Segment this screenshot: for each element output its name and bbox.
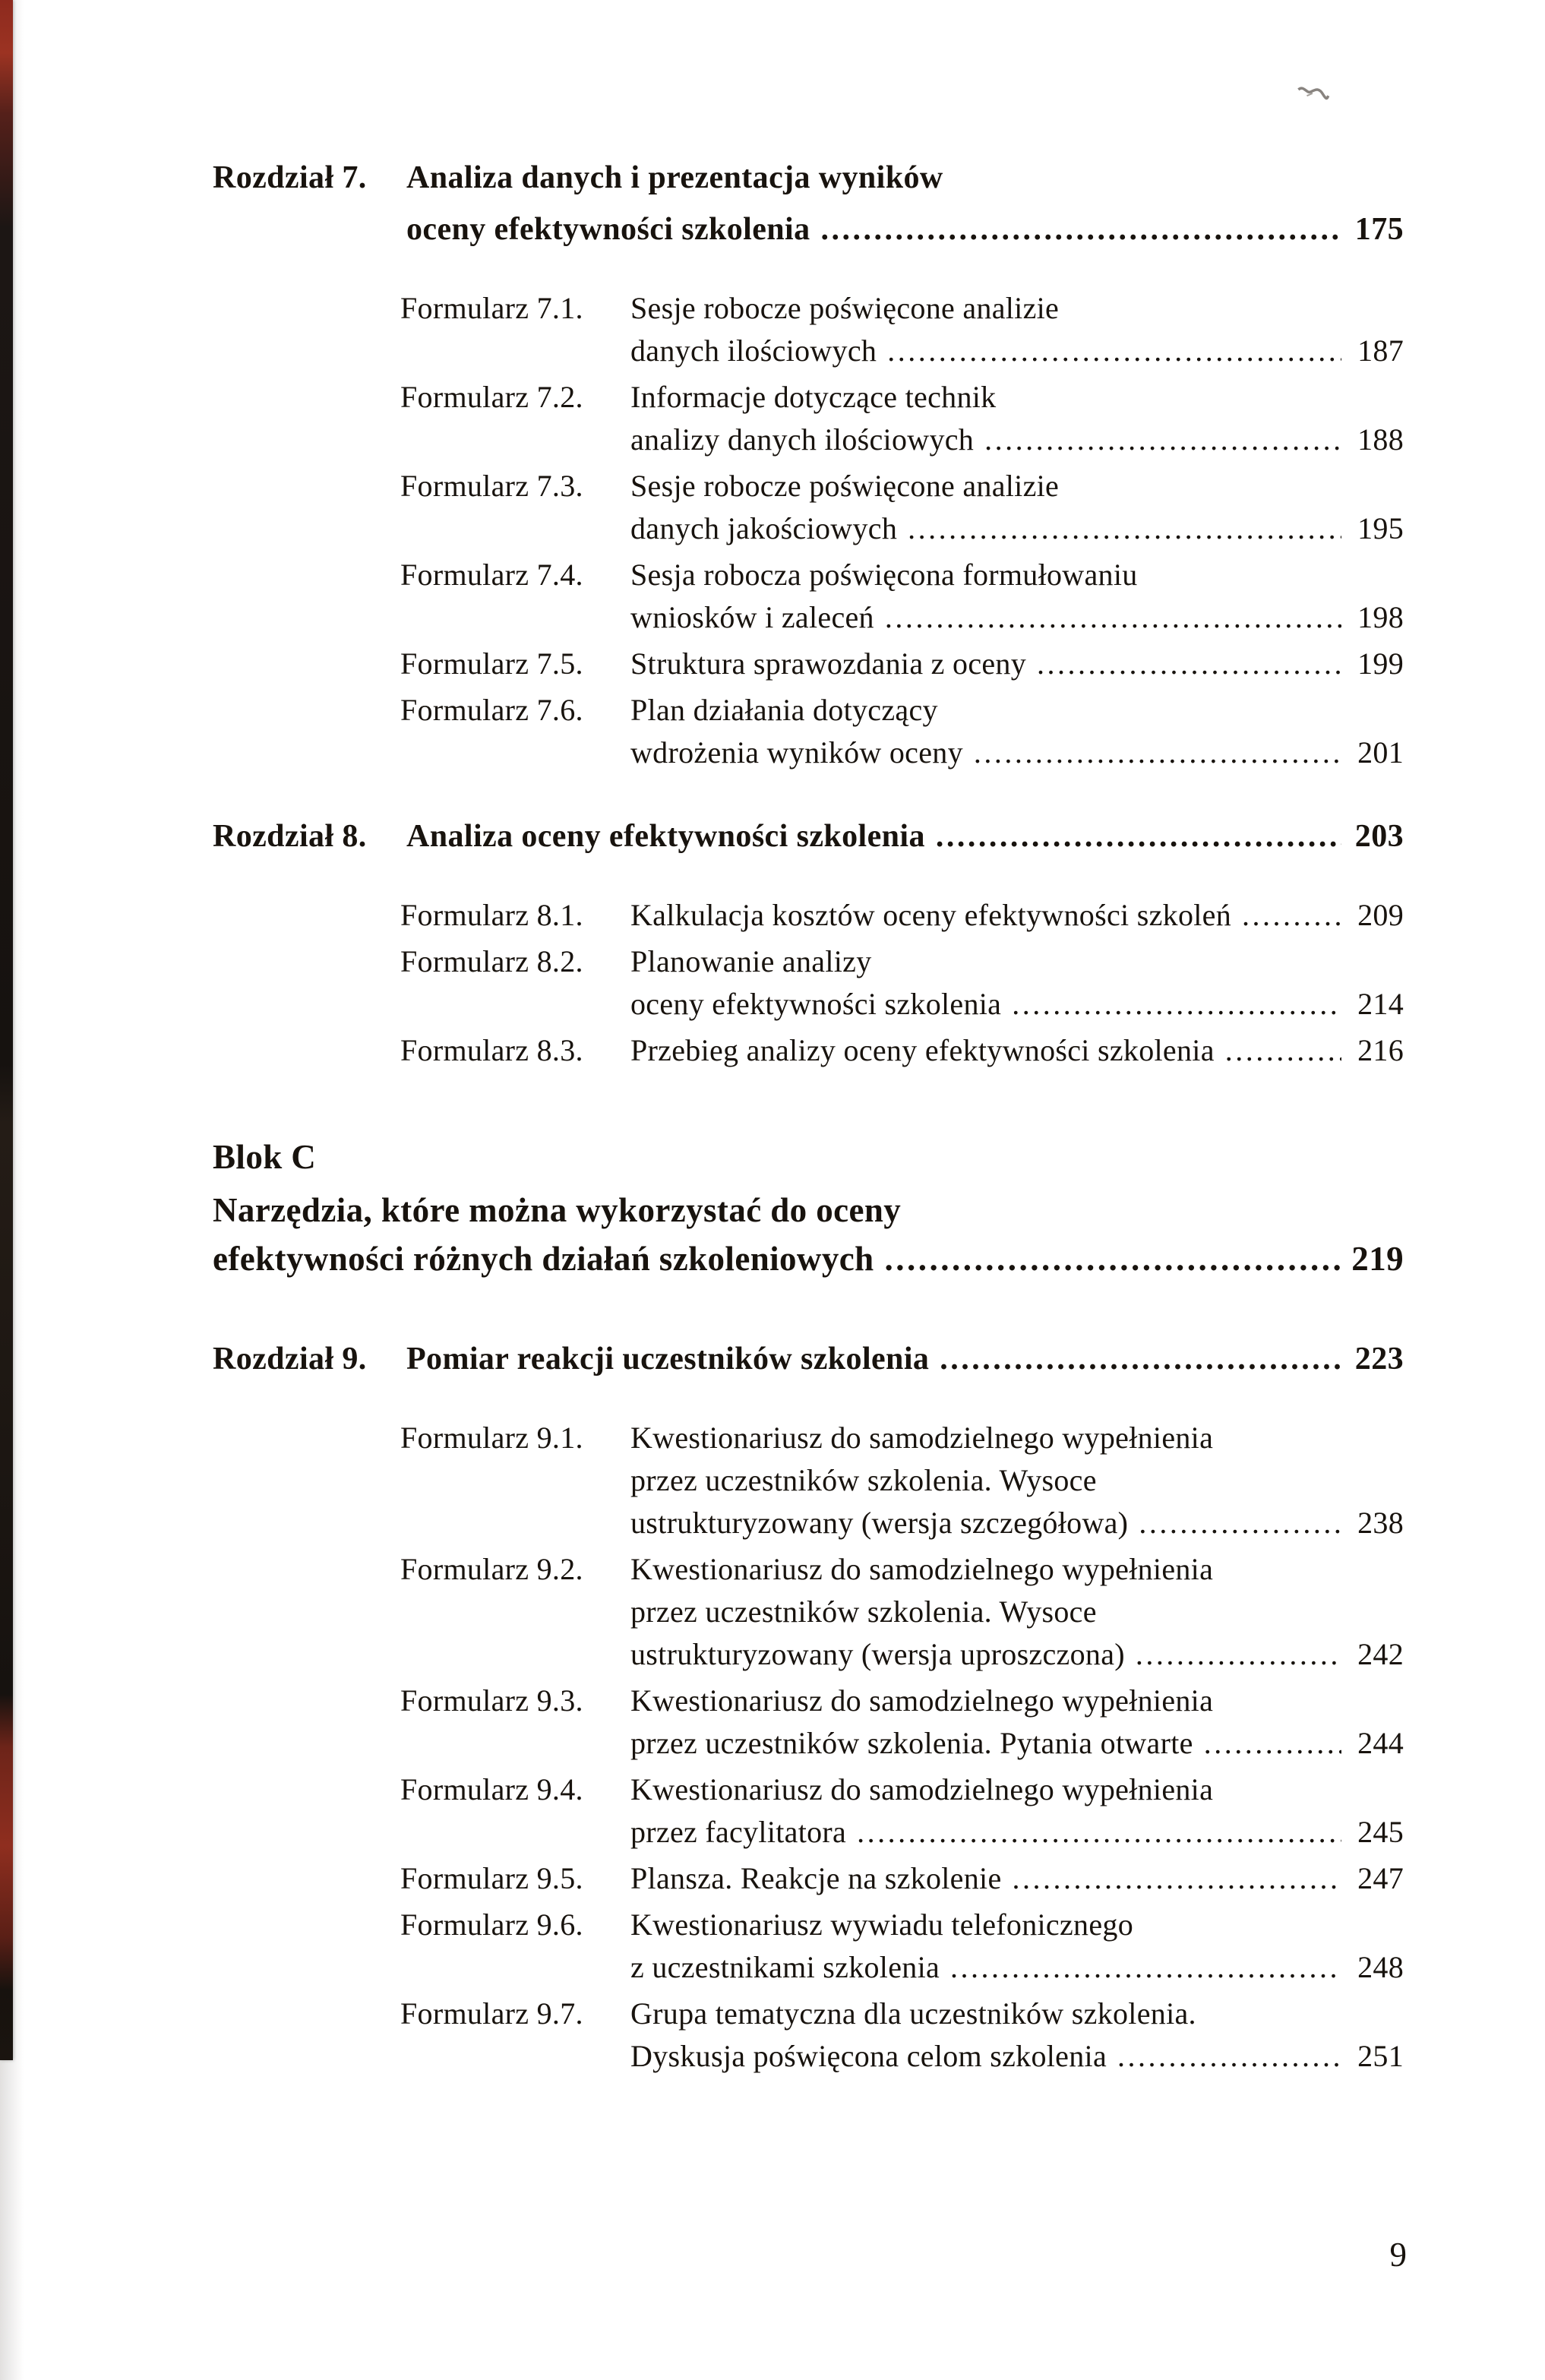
- dot-leader: [1225, 1029, 1341, 1072]
- toc-line: [630, 1680, 1404, 1722]
- page-ref: 203: [1354, 819, 1404, 854]
- page-ref: 247: [1357, 1861, 1404, 1895]
- chapter-heading: [213, 811, 1404, 862]
- page-ref: 198: [1357, 600, 1404, 634]
- page-ref: 214: [1357, 987, 1404, 1021]
- form-entry-row: [400, 1904, 1404, 1989]
- form-entry-row: [400, 1993, 1404, 2078]
- toc-line: [630, 507, 1404, 550]
- page-ref: 201: [1357, 735, 1404, 770]
- chapter-section: [213, 811, 1404, 1072]
- form-entry-label: Formularz 7.5.: [400, 646, 583, 681]
- toc-line: [630, 1811, 1404, 1854]
- toc-line: [630, 465, 1404, 507]
- chapter-label: Rozdział 7.: [213, 160, 367, 195]
- form-entry-row: [400, 376, 1404, 461]
- form-entry-text: danych ilościowych: [630, 333, 877, 368]
- form-entry-label: Formularz 9.5.: [400, 1861, 583, 1895]
- form-entry-label: Formularz 7.6.: [400, 693, 583, 727]
- form-entry-row: [400, 643, 1404, 685]
- page-ref: 187: [1357, 333, 1404, 368]
- toc-line: [630, 1993, 1404, 2035]
- form-entry-lines: [630, 1993, 1404, 2078]
- form-entry-label: Formularz 9.4.: [400, 1772, 583, 1806]
- form-entry-text: danych jakościowych: [630, 511, 898, 545]
- form-entry-label: Formularz 9.7.: [400, 1996, 583, 2031]
- toc-line: [630, 330, 1404, 372]
- dot-leader: [820, 204, 1341, 255]
- form-entry-row: [400, 465, 1404, 550]
- toc-line: [630, 983, 1404, 1026]
- form-entry-lines: [630, 1768, 1404, 1854]
- toc-line: [630, 689, 1404, 732]
- form-entry-text: Grupa tematyczna dla uczestników szkolenia.: [630, 1996, 1196, 2031]
- form-entry-label: Formularz 7.4.: [400, 558, 583, 592]
- form-entry-lines: [630, 689, 1404, 774]
- form-entry-lines: [630, 894, 1404, 937]
- page-ref: 209: [1357, 898, 1404, 932]
- toc-line: [630, 1722, 1404, 1765]
- form-entry-lines: [630, 1857, 1404, 1900]
- form-entry-label: Formularz 8.1.: [400, 898, 583, 932]
- toc-line: [406, 811, 1404, 862]
- dot-leader: [908, 507, 1341, 550]
- dot-leader: [974, 732, 1341, 774]
- form-entry-lines: [630, 287, 1404, 372]
- toc-line: [630, 643, 1404, 685]
- form-entry-text: analizy danych ilościowych: [630, 422, 975, 457]
- dot-leader: [1204, 1722, 1341, 1765]
- page-ref: 251: [1357, 2039, 1404, 2073]
- form-entry-text: oceny efektywności szkolenia: [630, 987, 1002, 1021]
- dot-leader: [1013, 1857, 1341, 1900]
- form-entry-label: Formularz 9.3.: [400, 1683, 583, 1718]
- form-entry-text: Planowanie analizy: [630, 944, 872, 978]
- toc-line: [630, 2035, 1404, 2078]
- form-entry-label: Formularz 8.2.: [400, 944, 583, 978]
- form-entry-text: przez uczestników szkolenia. Pytania otwarte: [630, 1726, 1193, 1760]
- page-ref: 175: [1354, 212, 1404, 247]
- form-entry-text: Przebieg analizy oceny efektywności szkolenia: [630, 1033, 1215, 1067]
- chapter-heading: [213, 152, 1404, 255]
- dot-leader: [857, 1811, 1341, 1854]
- form-entry-text: ustrukturyzowany (wersja szczegółowa): [630, 1506, 1129, 1540]
- form-entry-lines: [630, 1548, 1404, 1676]
- form-entry-label: Formularz 7.2.: [400, 380, 583, 414]
- form-entry-label: Formularz 9.1.: [400, 1421, 583, 1455]
- form-entry-text: Kalkulacja kosztów oceny efektywności szkoleń: [630, 898, 1232, 932]
- form-entry-text: Sesje robocze poświęcone analizie: [630, 291, 1060, 325]
- form-entry-text: Kwestionariusz do samodzielnego wypełnienia: [630, 1552, 1214, 1586]
- form-entry-text: z uczestnikami szkolenia: [630, 1950, 940, 1984]
- block-title-text: Narzędzia, które można wykorzystać do oceny: [213, 1191, 902, 1229]
- toc-line: [630, 376, 1404, 419]
- form-entry-row: [400, 287, 1404, 372]
- form-entry-lines: [630, 643, 1404, 685]
- chapter-title-text: Pomiar reakcji uczestników szkolenia: [406, 1342, 930, 1376]
- page-ref: 199: [1357, 646, 1404, 681]
- dot-leader: [1136, 1633, 1341, 1676]
- toc-line: [213, 1186, 1404, 1234]
- form-entry-lines: [630, 465, 1404, 550]
- dot-leader: [1139, 1502, 1341, 1544]
- form-entry-row: [400, 940, 1404, 1026]
- form-entry-lines: [630, 1029, 1404, 1072]
- form-entry-text: wdrożenia wyników oceny: [630, 735, 963, 770]
- page-ref: 244: [1357, 1726, 1404, 1760]
- toc-line: [630, 1591, 1404, 1633]
- form-entry-text: Kwestionariusz wywiadu telefonicznego: [630, 1907, 1133, 1942]
- form-entry-row: [400, 1768, 1404, 1854]
- chapter-title-lines: [406, 1333, 1404, 1385]
- page-ref: 195: [1357, 511, 1404, 545]
- chapter-title-lines: [406, 152, 1404, 255]
- toc-line: [630, 732, 1404, 774]
- toc-line: [406, 1333, 1404, 1385]
- chapter-title-text: Analiza oceny efektywności szkolenia: [406, 819, 925, 854]
- form-entry-row: [400, 1417, 1404, 1544]
- toc-line: [630, 1904, 1404, 1946]
- chapter-title-lines: [406, 811, 1404, 862]
- toc-line: [630, 1417, 1404, 1459]
- form-entry-lines: [630, 1904, 1404, 1989]
- form-entry-row: [400, 689, 1404, 774]
- toc-line: [630, 940, 1404, 983]
- form-entry-lines: [630, 940, 1404, 1026]
- form-entry-text: Informacje dotyczące technik: [630, 380, 997, 414]
- toc-line: [630, 1502, 1404, 1544]
- form-entry-lines: [630, 554, 1404, 639]
- page-ref: 216: [1357, 1033, 1404, 1067]
- form-entry-text: Sesja robocza poświęcona formułowaniu: [630, 558, 1138, 592]
- form-entry-text: ustrukturyzowany (wersja uproszczona): [630, 1637, 1125, 1671]
- toc-line: [630, 287, 1404, 330]
- dot-leader: [1037, 643, 1341, 685]
- toc-line: [630, 554, 1404, 596]
- toc-line: [630, 1768, 1404, 1811]
- dot-leader: [885, 596, 1341, 639]
- page-ref: 245: [1357, 1815, 1404, 1849]
- dot-leader: [887, 330, 1341, 372]
- form-entry-text: Dyskusja poświęcona celom szkolenia: [630, 2039, 1107, 2073]
- toc-line: [213, 1234, 1404, 1283]
- page-ref: 223: [1354, 1342, 1404, 1376]
- form-entry-row: [400, 1680, 1404, 1765]
- chapter-section: [213, 1333, 1404, 2078]
- dot-leader: [1012, 983, 1341, 1026]
- page-number: 9: [1389, 2236, 1407, 2274]
- dot-leader: [1117, 2035, 1341, 2078]
- form-entry-row: [400, 894, 1404, 937]
- form-entry-text: Kwestionariusz do samodzielnego wypełnienia: [630, 1772, 1214, 1806]
- chapter-heading: [213, 1333, 1404, 1385]
- form-entry-row: [400, 1548, 1404, 1676]
- page-ref: 188: [1357, 422, 1404, 457]
- dot-leader: [1242, 894, 1341, 937]
- block-heading-section: [213, 1133, 1404, 1283]
- form-entry-text: Sesje robocze poświęcone analizie: [630, 469, 1060, 503]
- block-title-text: efektywności różnych działań szkoleniowych: [213, 1240, 874, 1278]
- form-entry-text: Kwestionariusz do samodzielnego wypełnienia: [630, 1683, 1214, 1718]
- toc-line: [406, 204, 1404, 255]
- page-ref: 248: [1357, 1950, 1404, 1984]
- toc-line: [630, 1029, 1404, 1072]
- chapter-label: Rozdział 8.: [213, 819, 367, 854]
- dot-leader: [885, 1234, 1341, 1283]
- form-entry-text: Plansza. Reakcje na szkolenie: [630, 1861, 1002, 1895]
- toc-line: [630, 894, 1404, 937]
- form-entry-text: Plan działania dotyczący: [630, 693, 938, 727]
- form-entry-label: Formularz 7.1.: [400, 291, 583, 325]
- dot-leader: [936, 811, 1341, 862]
- chapter-section: [213, 152, 1404, 774]
- form-entry-lines: [630, 1680, 1404, 1765]
- form-entry-lines: [630, 1417, 1404, 1544]
- toc-line: [630, 596, 1404, 639]
- chapter-title-text: Analiza danych i prezentacja wyników: [406, 160, 943, 195]
- form-entry-row: [400, 1857, 1404, 1900]
- dot-leader: [984, 419, 1341, 461]
- toc-line: [406, 152, 1404, 204]
- toc-line: [630, 1946, 1404, 1989]
- form-entry-text: wniosków i zaleceń: [630, 600, 874, 634]
- toc-line: [630, 1857, 1404, 1900]
- page-ref: 238: [1357, 1506, 1404, 1540]
- form-entry-row: [400, 554, 1404, 639]
- page-ref: 219: [1351, 1240, 1404, 1278]
- page-ref: 242: [1357, 1637, 1404, 1671]
- dot-leader: [940, 1333, 1341, 1385]
- toc-line: [630, 1633, 1404, 1676]
- toc-line: [630, 1459, 1404, 1502]
- form-entry-label: Formularz 9.2.: [400, 1552, 583, 1586]
- dot-leader: [950, 1946, 1341, 1989]
- form-entry-text: przez uczestników szkolenia. Wysoce: [630, 1463, 1097, 1497]
- toc-line: [630, 1548, 1404, 1591]
- form-entry-text: Kwestionariusz do samodzielnego wypełnienia: [630, 1421, 1214, 1455]
- chapter-label: Rozdział 9.: [213, 1342, 367, 1376]
- form-entry-label: Formularz 8.3.: [400, 1033, 583, 1067]
- form-entry-lines: [630, 376, 1404, 461]
- block-label: Blok C: [213, 1138, 317, 1176]
- form-entry-label: Formularz 9.6.: [400, 1907, 583, 1942]
- chapter-title-text: oceny efektywności szkolenia: [406, 212, 810, 247]
- form-entry-label: Formularz 7.3.: [400, 469, 583, 503]
- toc-line: [630, 419, 1404, 461]
- form-entry-text: Struktura sprawozdania z oceny: [630, 646, 1027, 681]
- form-entry-row: [400, 1029, 1404, 1072]
- form-entry-text: przez uczestników szkolenia. Wysoce: [630, 1595, 1097, 1629]
- form-entry-text: przez facylitatora: [630, 1815, 847, 1849]
